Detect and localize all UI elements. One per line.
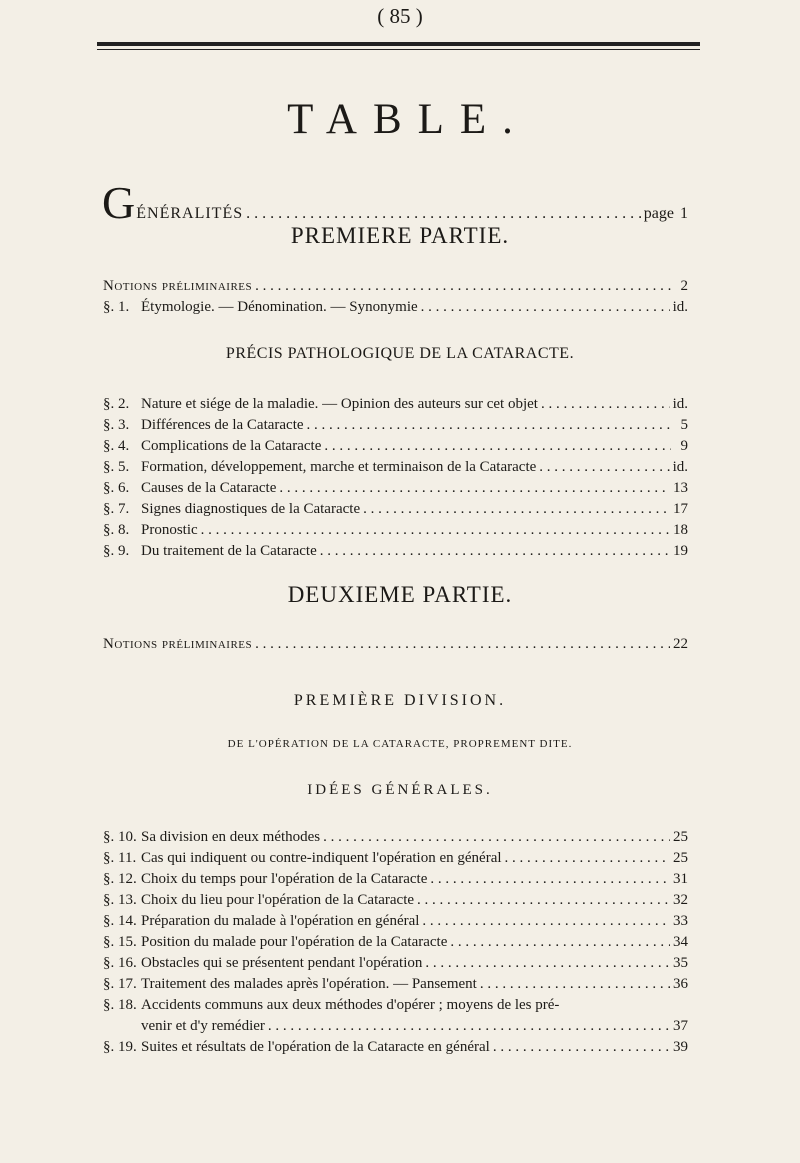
leader-dots	[480, 976, 670, 993]
section-number: §. 3.	[103, 417, 130, 433]
leader-dots	[450, 934, 670, 951]
leader-dots	[541, 396, 670, 413]
leader-dots	[417, 892, 670, 909]
leader-dots	[324, 438, 671, 455]
header-rule-thick	[97, 42, 700, 46]
table-title: TABLE.	[287, 96, 529, 143]
toc-entry-notions-2	[103, 636, 688, 653]
entry-text: Traitement des malades après l'opération. — Pansement	[141, 976, 477, 992]
leader-dots	[323, 829, 670, 846]
section-number: §. 8.	[103, 522, 130, 538]
toc-entry	[103, 501, 688, 518]
leader-dots	[421, 299, 670, 316]
toc-entry	[103, 871, 688, 888]
division-heading: PREMIÈRE DIVISION.	[293, 692, 507, 709]
page-ref: 5	[680, 417, 688, 433]
toc-entry-notions-1	[103, 278, 688, 295]
entry-text: Préparation du malade à l'opération en général	[141, 913, 420, 929]
page-ref: id.	[672, 299, 688, 315]
toc-entry	[103, 850, 688, 867]
toc-entry	[103, 892, 688, 909]
page-ref: 39	[673, 1039, 688, 1055]
leader-dots	[255, 278, 671, 295]
entry-text: Complications de la Cataracte	[141, 438, 322, 454]
section-number: §. 4.	[103, 438, 130, 454]
section-number: §. 5.	[103, 459, 130, 475]
entry-text: Choix du lieu pour l'opération de la Cataracte	[141, 892, 415, 908]
section-number: §. 14.	[103, 913, 137, 929]
toc-entry	[103, 1039, 688, 1056]
leader-dots	[363, 501, 670, 518]
page-ref: 31	[673, 871, 688, 887]
entry-text: Choix du temps pour l'opération de la Cataracte	[141, 871, 428, 887]
notions-label: Notions préliminaires	[103, 636, 253, 652]
toc-entry-continuation	[103, 1018, 688, 1035]
entry-text: Position du malade pour l'opération de la Cataracte	[141, 934, 448, 950]
toc-entry	[103, 438, 688, 455]
toc-entry	[103, 417, 688, 434]
section-number: §. 19.	[103, 1039, 137, 1055]
entry-text: Différences de la Cataracte	[141, 417, 304, 433]
toc-entry	[103, 299, 688, 316]
entry-text: Du traitement de la Cataracte	[141, 543, 317, 559]
notions-label: Notions préliminaires	[103, 278, 253, 294]
page-ref: id.	[672, 459, 688, 475]
page-ref: 19	[673, 543, 688, 559]
page-ref: 9	[680, 438, 688, 454]
part1-title: PREMIERE PARTIE.	[290, 223, 510, 248]
part2-title: DEUXIEME PARTIE.	[287, 582, 513, 607]
toc-entry	[103, 459, 688, 476]
section-number: §. 12.	[103, 871, 137, 887]
page-ref: 1	[680, 205, 688, 222]
leader-dots	[279, 480, 670, 497]
page-ref: id.	[672, 396, 688, 412]
entry-text: Pronostic	[141, 522, 198, 538]
page-ref: 32	[673, 892, 688, 908]
toc-entry	[103, 913, 688, 930]
leader-dots	[320, 543, 670, 560]
page-ref: 34	[673, 934, 688, 950]
page-ref: 35	[673, 955, 688, 971]
precis-heading: PRÉCIS PATHOLOGIQUE DE LA CATARACTE.	[225, 345, 575, 362]
entry-text: venir et d'y remédier	[141, 1018, 265, 1034]
page-ref: 18	[673, 522, 688, 538]
page-ref: 22	[673, 636, 688, 652]
leader-dots	[246, 205, 641, 223]
page-ref: 36	[673, 976, 688, 992]
section-number: §. 10.	[103, 829, 137, 845]
leader-dots	[505, 850, 670, 867]
toc-entry	[103, 976, 688, 993]
section-number: §. 2.	[103, 396, 130, 412]
section-number: §. 15.	[103, 934, 137, 950]
generalites-label: ÉNÉRALITÉS	[136, 205, 244, 222]
page-ref: 37	[673, 1018, 688, 1034]
toc-entry	[103, 934, 688, 951]
section-number: §. 7.	[103, 501, 130, 517]
page-number: ( 85 )	[377, 4, 423, 28]
leader-dots	[255, 636, 670, 653]
entry-text: Sa division en deux méthodes	[141, 829, 321, 845]
section-number: §. 11.	[103, 850, 137, 866]
section-number: §. 9.	[103, 543, 130, 559]
toc-entry	[103, 955, 688, 972]
section-number: §. 6.	[103, 480, 130, 496]
toc-entry	[103, 829, 688, 846]
header-rule-thin	[97, 49, 700, 50]
page-ref: 25	[673, 850, 688, 866]
toc-entry	[103, 543, 688, 560]
entry-text: Suites et résultats de l'opération de la Cataracte en général	[141, 1039, 490, 1055]
entry-text: Accidents communs aux deux méthodes d'opérer ; moyens de les pré-	[141, 997, 560, 1013]
leader-dots	[268, 1018, 670, 1035]
toc-entry	[103, 396, 688, 413]
leader-dots	[422, 913, 670, 930]
toc-entry	[103, 480, 688, 497]
generalites-entry	[102, 177, 688, 228]
division-subheading: DE L'OPÉRATION DE LA CATARACTE, PROPREMENT DITE.	[227, 738, 573, 750]
leader-dots	[539, 459, 669, 476]
entry-text: Nature et siége de la maladie. — Opinion des auteurs sur cet objet	[141, 396, 538, 412]
entry-text: Obstacles qui se présentent pendant l'opération	[141, 955, 423, 971]
toc-entry	[103, 997, 688, 1014]
section-number: §. 13.	[103, 892, 137, 908]
section-number: §. 18.	[103, 997, 137, 1013]
page-ref: 33	[673, 913, 688, 929]
page-ref: 13	[673, 480, 688, 496]
drop-cap: G	[102, 177, 136, 228]
idees-heading: IDÉES GÉNÉRALES.	[307, 782, 493, 798]
entry-text: Cas qui indiquent ou contre-indiquent l'opération en général	[141, 850, 502, 866]
entry-text: Causes de la Cataracte	[141, 480, 277, 496]
entry-text: Étymologie. — Dénomination. — Synonymie	[141, 299, 418, 315]
entry-text: Signes diagnostiques de la Cataracte	[141, 501, 361, 517]
entry-text: Formation, développement, marche et terminaison de la Cataracte	[141, 459, 537, 475]
toc-entry	[103, 522, 688, 539]
leader-dots	[425, 955, 670, 972]
section-number: §. 16.	[103, 955, 137, 971]
page-ref: 17	[673, 501, 688, 517]
page-label: page	[643, 205, 674, 222]
leader-dots	[430, 871, 670, 888]
section-number: §. 17.	[103, 976, 137, 992]
page-ref: 2	[680, 278, 688, 294]
leader-dots	[493, 1039, 670, 1056]
leader-dots	[201, 522, 670, 539]
leader-dots	[307, 417, 671, 434]
section-number: §. 1.	[103, 299, 130, 315]
page-ref: 25	[673, 829, 688, 845]
